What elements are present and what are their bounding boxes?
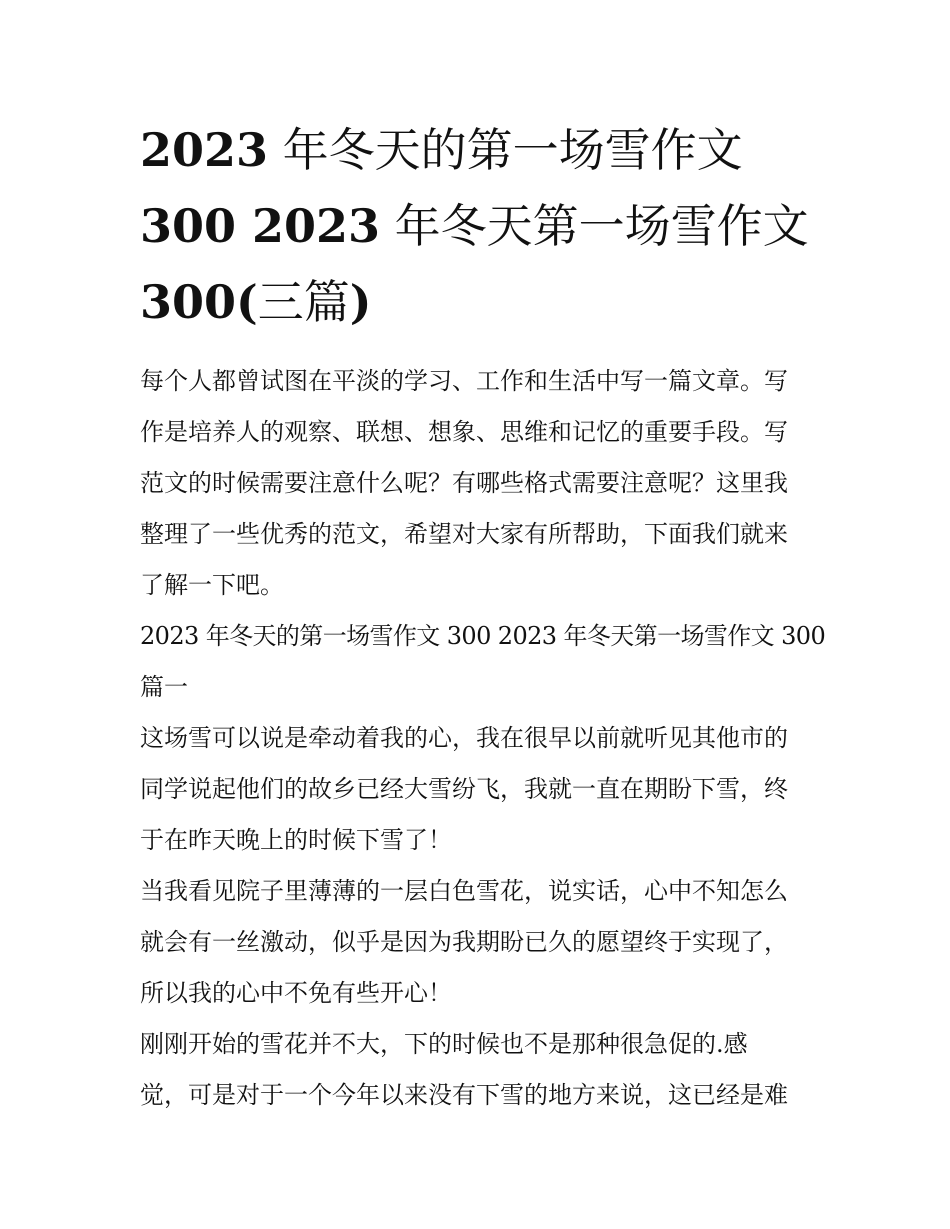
text-line: 同学说起他们的故乡已经大雪纷飞，我就一直在期盼下雪，终 (140, 775, 788, 803)
text-line: 范文的时候需要注意什么呢？有哪些格式需要注意呢？这里我 (140, 469, 788, 497)
text-line: 于在昨天晚上的时候下雪了！ (140, 826, 452, 854)
text-line: 篇一 (140, 673, 188, 701)
text-line: 了解一下吧。 (140, 571, 284, 599)
text-line: 每个人都曾试图在平淡的学习、工作和生活中写一篇文章。写 (140, 367, 788, 395)
body-paragraph (140, 713, 812, 866)
text-line: 刚刚开始的雪花并不大，下的时候也不是那种很急促的.感 (140, 1030, 748, 1058)
text-line: 所以我的心中不免有些开心！ (140, 979, 452, 1007)
text-line: 觉，可是对于一个今年以来没有下雪的地方来说，这已经是难 (140, 1081, 788, 1109)
text-line: 当我看见院子里薄薄的一层白色雪花，说实话，心中不知怎么 (140, 877, 788, 905)
intro-paragraph (140, 356, 812, 611)
text-line: 2023 年冬天的第一场雪作文 300 2023 年冬天第一场雪作文 300 (140, 622, 826, 650)
title-line-1: 2023 年冬天的第一场雪作文 (140, 123, 743, 177)
text-line: 整理了一些优秀的范文，希望对大家有所帮助，下面我们就来 (140, 520, 788, 548)
title-line-2: 300 2023 年冬天第一场雪作文 (140, 199, 809, 253)
body-paragraph (140, 1019, 812, 1121)
text-line: 作是培养人的观察、联想、想象、思维和记忆的重要手段。写 (140, 418, 788, 446)
document-title (140, 112, 812, 340)
body-paragraph (140, 866, 812, 1019)
document-page (140, 112, 826, 1121)
text-line: 这场雪可以说是牵动着我的心，我在很早以前就听见其他市的 (140, 724, 788, 752)
title-line-3: 300(三篇) (140, 275, 372, 329)
text-line: 就会有一丝激动，似乎是因为我期盼已久的愿望终于实现了， (140, 928, 788, 956)
section-heading (140, 611, 826, 713)
